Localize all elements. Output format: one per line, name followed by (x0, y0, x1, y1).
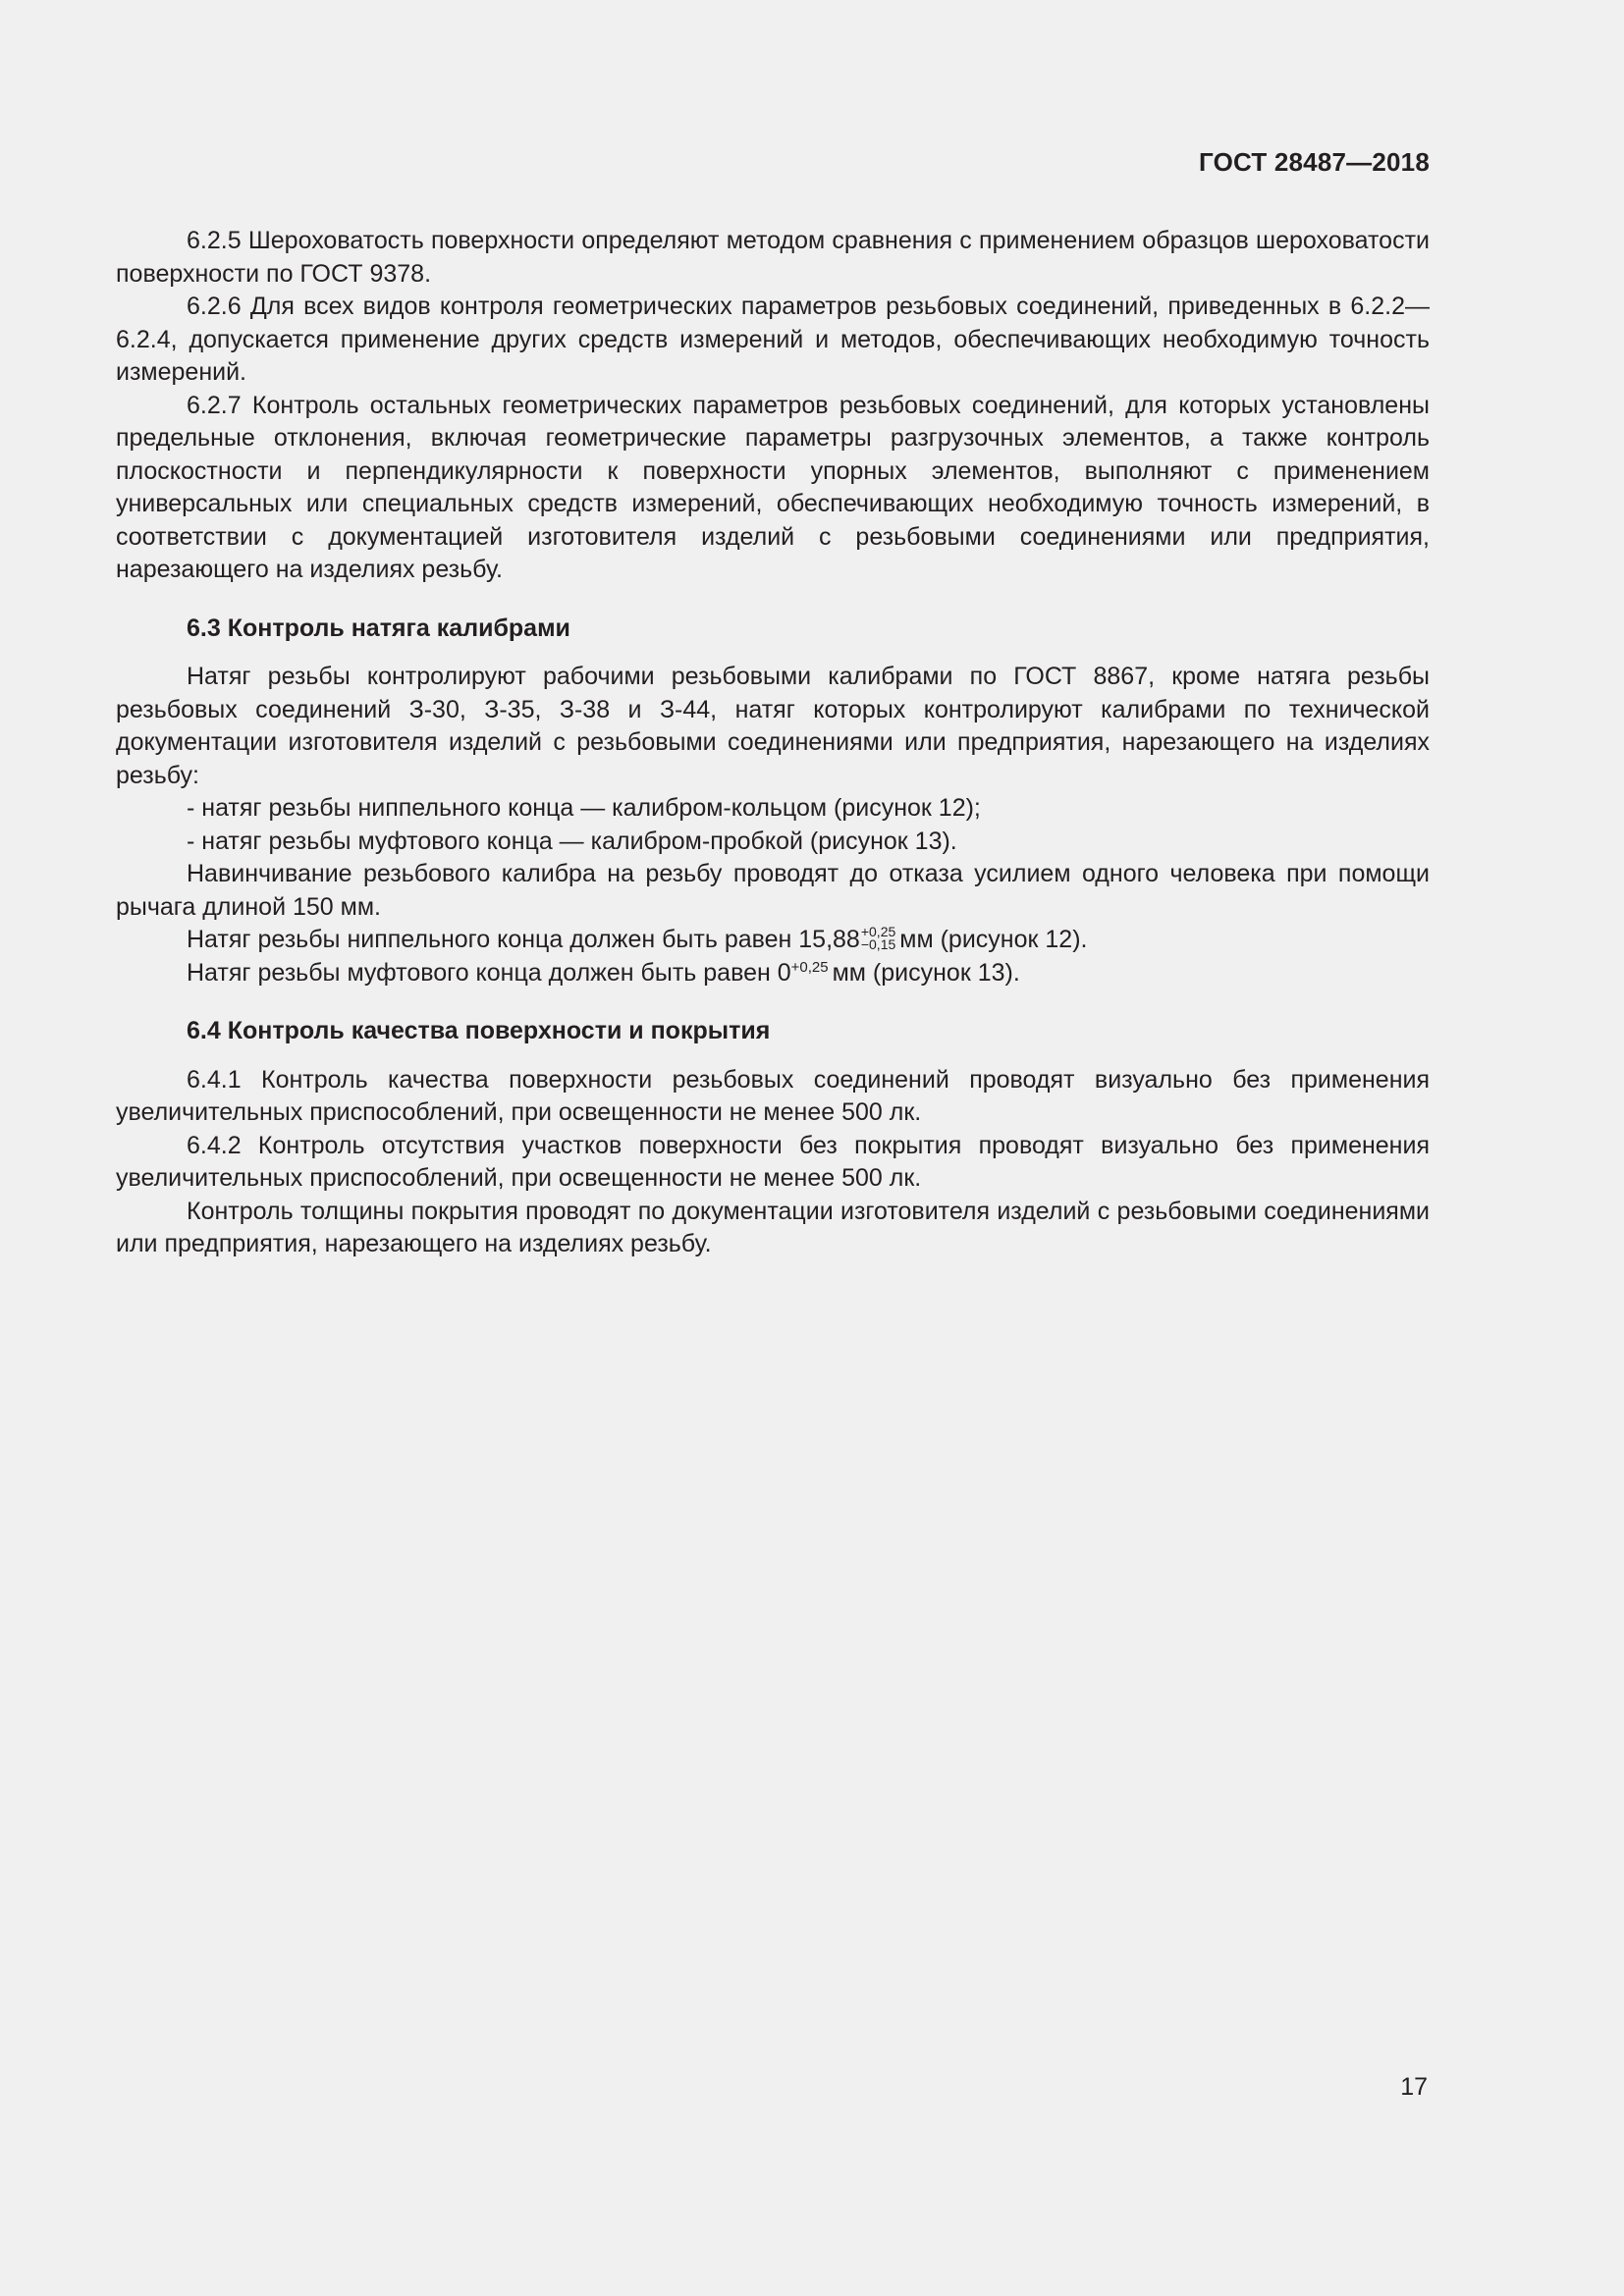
paragraph-coating-thickness: Контроль толщины покрытия проводят по документации изготовителя изделий с резьбовыми соединениями или предприятия, нарезающего на изделиях резьбу. (116, 1197, 1430, 1257)
page-content (116, 225, 1430, 1261)
section-heading-6-4: 6.4 Контроль качества поверхности и покрытия (187, 1017, 771, 1044)
paragraph-nipple-standoff (116, 924, 1430, 957)
paragraph-6-4-2: 6.4.2 Контроль отсутствия участков поверхности без покрытия проводят визуально без применения увеличительных приспособлений, при освещенности не менее 500 лк. (116, 1131, 1430, 1192)
paragraph-6-4-1: 6.4.1 Контроль качества поверхности резьбовых соединений проводят визуально без применения увеличительных приспособлений, при освещенности не менее 500 лк. (116, 1065, 1430, 1126)
paragraph-coupling-standoff (116, 957, 1430, 990)
coupling-suffix: мм (рисунок 13). (832, 958, 1020, 987)
paragraph-6-2-6: 6.2.6 Для всех видов контроля геометрических параметров резьбовых соединений, приведенных в 6.2.2—6.2.4, допускается применение других средств измерений и методов, обеспечивающих необходимую точность измерений. (116, 293, 1430, 386)
nipple-tol-upper: +0,25 (860, 924, 896, 940)
coupling-tol-upper: +0,25 (790, 958, 829, 976)
list-item-coupling: - натяг резьбы муфтового конца — калибром-пробкой (рисунок 13). (187, 827, 957, 855)
nipple-prefix: Натяг резьбы ниппельного конца должен быть равен 15,88 (187, 926, 860, 953)
section-heading-6-3: 6.3 Контроль натяга калибрами (187, 614, 570, 642)
nipple-suffix: мм (рисунок 12). (899, 926, 1088, 953)
paragraph-6-2-5: 6.2.5 Шероховатость поверхности определяют методом сравнения с применением образцов шероховатости поверхности по ГОСТ 9378. (116, 227, 1430, 288)
paragraph-gauge-intro: Натяг резьбы контролируют рабочими резьбовыми калибрами по ГОСТ 8867, кроме натяга резьбы резьбовых соединений З-30, З-35, З-38 и З-44, натяг которых контролируют калибрами по технической документации изготовителя изделий с резьбовыми соединениями или предприятия, нарезающего на изделиях резьбу: (116, 663, 1430, 789)
coupling-prefix: Натяг резьбы муфтового конца должен быть равен 0 (187, 958, 791, 987)
paragraph-screwing: Навинчивание резьбового калибра на резьбу проводят до отказа усилием одного человека при помощи рычага длиной 150 мм. (116, 860, 1430, 921)
nipple-tolerance (861, 926, 895, 951)
document-code: ГОСТ 28487—2018 (1199, 147, 1430, 177)
nipple-tol-lower: −0,15 (860, 936, 896, 953)
paragraph-6-2-7: 6.2.7 Контроль остальных геометрических параметров резьбовых соединений, для которых установлены предельные отклонения, включая геометрические параметры разгрузочных элементов, а также контроль плоскостности и перпендикулярности к поверхности упорных элементов, выполняют с применением универсальных или специальных средств измерений, обеспечивающих необходимую точность измерений, в соответствии с документацией изготовителя изделий с резьбовыми соединениями или предприятия, нарезающего на изделиях резьбу. (116, 391, 1430, 583)
page-number: 17 (1400, 2073, 1428, 2101)
list-item-nipple: - натяг резьбы ниппельного конца — калибром-кольцом (рисунок 12); (187, 794, 981, 822)
